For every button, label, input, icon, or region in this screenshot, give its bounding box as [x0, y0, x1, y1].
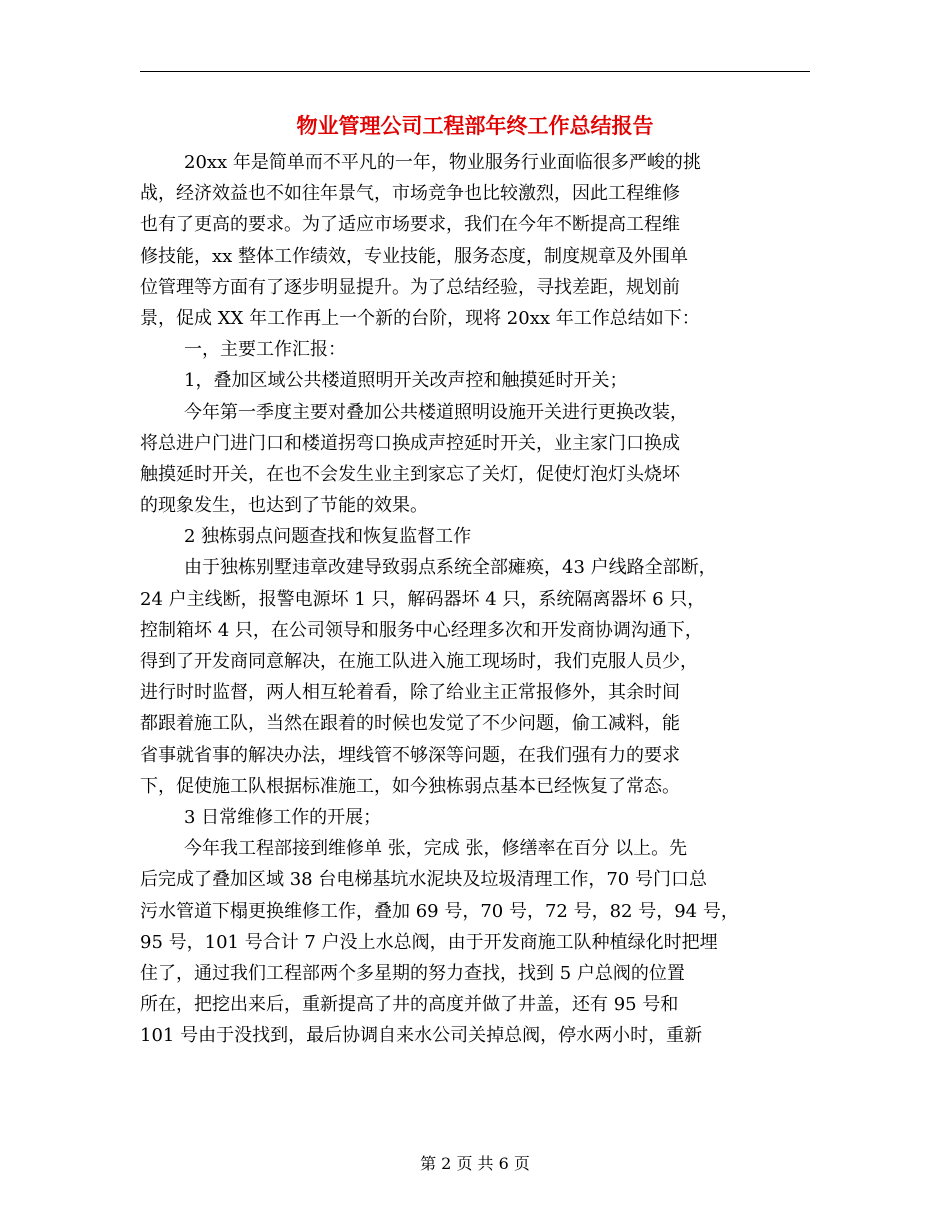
text-line: 污水管道下榻更换维修工作，叠加 69 号，70 号，72 号，82 号，94 号，: [140, 900, 739, 922]
text-line: 下，促使施工队根据标准施工，如今独栋弱点基本已经恢复了常态。: [140, 775, 680, 797]
text-line: 由于独栋别墅违章改建导致弱点系统全部瘫痪，43 户线路全部断，: [184, 557, 717, 579]
text-line: 战，经济效益也不如往年景气，市场竞争也比较激烈，因此工程维修: [140, 183, 680, 205]
text-line: 20xx 年是简单而不平凡的一年，物业服务行业面临很多严峻的挑: [184, 152, 701, 173]
text-line: 省事就省事的解决办法，埋线管不够深等问题，在我们强有力的要求: [140, 744, 680, 766]
document-title: 物业管理公司工程部年终工作总结报告: [296, 113, 654, 138]
text-line: 所在，把挖出来后，重新提高了井的高度并做了井盖，还有 95 号和: [140, 994, 679, 1016]
text-line: 95 号，101 号合计 7 户没上水总阀，由于开发商施工队种植绿化时把埋: [140, 931, 718, 953]
section-heading: 一，主要工作汇报：: [184, 339, 346, 361]
text-line: 24 户主线断，报警电源坏 1 只，解码器坏 4 只，系统隔离器坏 6 只，: [140, 588, 706, 610]
text-line: 得到了开发商同意解决，在施工队进入施工现场时，我们克服人员少，: [140, 651, 698, 672]
text-line: 景，促成 XX 年工作再上一个新的台阶，现将 20xx 年工作总结如下：: [140, 307, 700, 329]
text-line: 进行时时监督，两人相互轮着看，除了给业主正常报修外，其余时间: [140, 682, 680, 704]
text-line: 今年第一季度主要对叠加公共楼道照明设施开关进行更换改装，: [184, 401, 688, 423]
text-line: 控制箱坏 4 只，在公司领导和服务中心经理多次和开发商协调沟通下，: [140, 619, 703, 641]
text-line: 触摸延时开关，在也不会发生业主到家忘了关灯，促使灯泡灯头烧坏: [140, 463, 680, 485]
text-line: 后完成了叠加区域 38 台电梯基坑水泥块及垃圾清理工作，70 号门口总: [140, 869, 707, 891]
text-line: 住了，通过我们工程部两个多星期的努力查找，找到 5 户总阀的位置: [140, 962, 685, 984]
text-line: 今年我工程部接到维修单 张，完成 张，修缮率在百分 以上。先: [184, 838, 688, 860]
text-line: 修技能，xx 整体工作绩效，专业技能，服务态度，制度规章及外围单: [140, 245, 689, 267]
subsection-heading: 1，叠加区域公共楼道照明开关改声控和触摸延时开关；: [184, 370, 628, 392]
text-line: 的现象发生，也达到了节能的效果。: [140, 495, 428, 517]
text-line: 将总进户门进门口和楼道拐弯口换成声控延时开关，业主家门口换成: [140, 432, 680, 454]
text-line: 也有了更高的要求。为了适应市场要求，我们在今年不断提高工程维: [140, 214, 680, 236]
text-line: 101 号由于没找到，最后协调自来水公司关掉总阀，停水两小时，重新: [140, 1025, 703, 1047]
page-number: 第 2 页 共 6 页: [420, 1154, 530, 1173]
header-rule: [140, 71, 810, 72]
subsection-heading: 2 独栋弱点问题查找和恢复监督工作: [184, 526, 472, 548]
subsection-heading: 3 日常维修工作的开展；: [184, 806, 382, 828]
text-line: 都跟着施工队，当然在跟着的时候也发觉了不少问题，偷工减料，能: [140, 713, 680, 735]
document-body: [140, 147, 810, 1051]
text-line: 位管理等方面有了逐步明显提升。为了总结经验，寻找差距，规划前: [140, 276, 680, 298]
